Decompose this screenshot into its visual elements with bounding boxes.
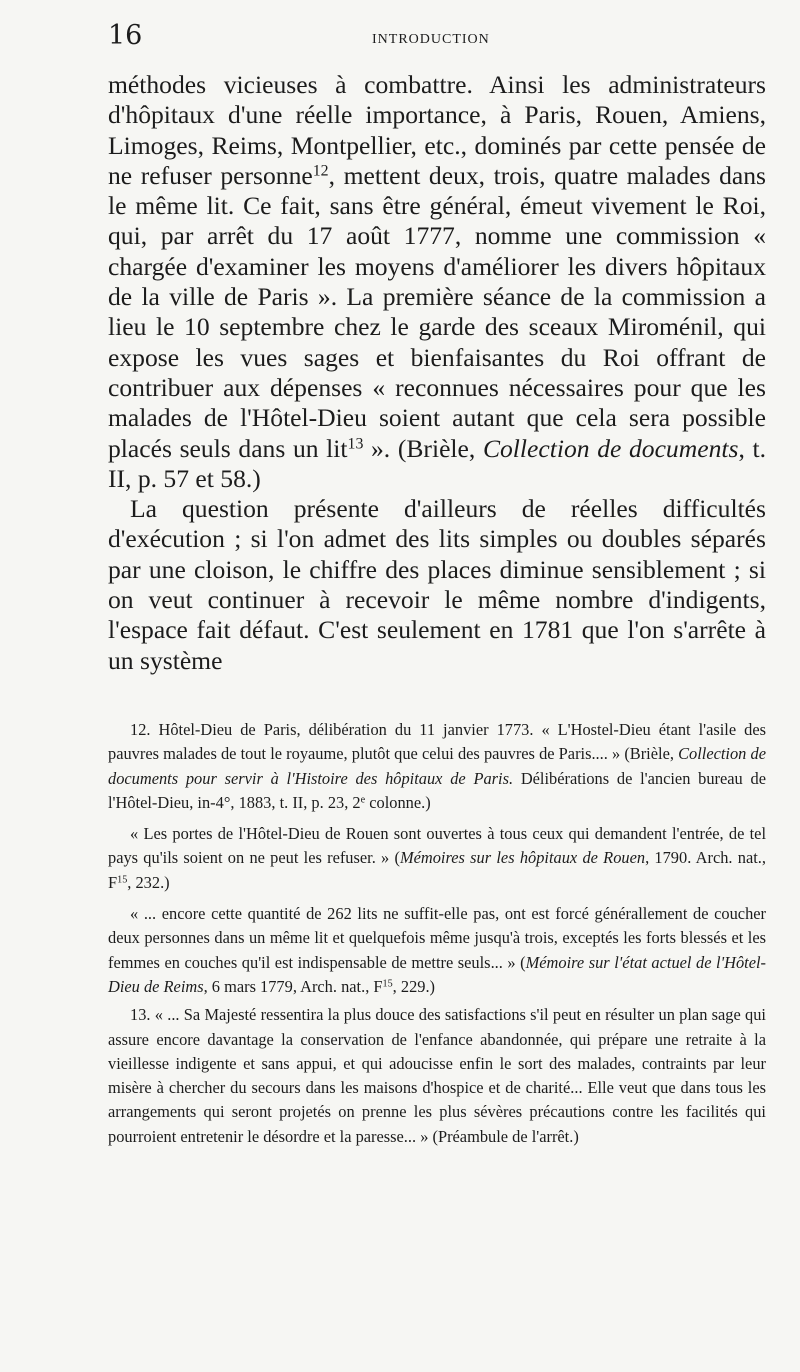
main-text — [108, 70, 766, 676]
page-number: 16 — [108, 20, 143, 51]
footnote-12-part-2 — [108, 822, 766, 895]
footnote-ref-12: 12 — [312, 162, 329, 180]
superscript: e — [360, 794, 366, 806]
superscript: 15 — [117, 874, 128, 886]
footnote-ref-13: 13 — [347, 434, 364, 452]
italic-title: Mémoire sur l'état actuel de l'Hôtel-Dieu de Reims — [108, 952, 766, 996]
italic-title: Collection de documents pour servir à l'Histoire des hôpitaux de Paris. — [108, 744, 766, 788]
italic-title: Mémoires sur les hôpitaux de Rouen — [399, 848, 646, 868]
text-run: « Les portes de l'Hôtel-Dieu de Rouen sont ouvertes à tous ceux qui demandent l'entrée, de tel pays qu'ils soient on ne peut les refuser. » ( — [108, 824, 766, 868]
text-run: « ... encore cette quantité de 262 lits ne suffit-elle pas, ont est forcé générallement de coucher deux personnes dans un même lit et quelquefois même jusqu'à trois, exceptés les forts blessés et les femmes en couches qu'il est indispensable de mettre seuls... » ( — [108, 904, 766, 972]
text-run: , 6 mars 1779, Arch. nat., F — [203, 976, 383, 996]
text-run: ». (Brièle, — [363, 433, 483, 463]
text-run: , mettent deux, trois, quatre malades dans le même lit. Ce fait, sans être général, émeut vivement le Roi, qui, par arrêt du 17 août 1777, nomme une commission « chargée d'examiner les moyens d'améliorer les divers hôpitaux de la ville de Paris ». La première séance de la commission a lieu le 10 septembre chez le garde des sceaux Miroménil, qui expose les vues sages et bienfaisantes du Roi offrant de contribuer aux dépenses « reconnues nécessaires pour que les malades de l'Hôtel-Dieu soient autant que cela sera possible placés seuls dans un lit — [108, 160, 766, 463]
superscript: 15 — [382, 978, 393, 990]
italic-title: Collection de documents — [482, 433, 739, 463]
footnotes — [108, 718, 766, 1149]
footnote-12-part-1 — [108, 718, 766, 815]
text-run: Délibérations de l'ancien bureau de l'Hôtel-Dieu, in-4°, 1883, t. II, p. 23, 2 — [108, 768, 766, 812]
paragraph-2: La question présente d'ailleurs de réelles difficultés d'exécution ; si l'on admet des lits simples ou doubles séparés par une cloison, le chiffre des places diminue sensiblement ; si on veut continuer à recevoir le même nombre d'indigents, l'espace fait défaut. C'est seulement en 1781 que l'on s'arrête à un système — [108, 494, 766, 675]
footnote-12-part-3 — [108, 902, 766, 999]
text-run: , 229.) — [392, 976, 436, 996]
footnote-13: 13. « ... Sa Majesté ressentira la plus douce des satisfactions s'il peut en résulter un plan sage qui assure encore davantage la conservation de l'enfance abandonnée, qui prépare une retraite à la vieillesse indigente et sans appui, et qui adoucisse enfin le sort des malades, contraints par leur misère à chercher du secours dans les maisons d'hospice et de charité... Elle veut que dans tous les arrangements qui seront projetés on prenne les plus sévères précautions contre les facilités qui pourroient entretenir le désordre et la paresse... » (Préambule de l'arrêt.) — [108, 1005, 766, 1146]
text-run: , t. II, p. 57 et 58.) — [108, 433, 766, 493]
text-run: 12. Hôtel-Dieu de Paris, délibération du 11 janvier 1773. « L'Hostel-Dieu étant l'asile des pauvres malades de tout le royaume, plutôt que celui des pauvres de Paris.... » (Brièle, — [108, 719, 766, 764]
text-run: , 1790. Arch. nat., F — [108, 848, 766, 892]
paragraph-1 — [108, 70, 766, 494]
text-run: colonne.) — [365, 792, 431, 812]
running-title: INTRODUCTION — [372, 32, 490, 47]
page-header — [108, 0, 766, 70]
text-run: , 232.) — [127, 872, 170, 892]
text-run: méthodes vicieuses à combattre. Ainsi les administrateurs d'hôpitaux d'une réelle importance, à Paris, Rouen, Amiens, Limoges, Reims, Montpellier, etc., dominés par cette pensée de ne refuser personne — [108, 70, 766, 190]
